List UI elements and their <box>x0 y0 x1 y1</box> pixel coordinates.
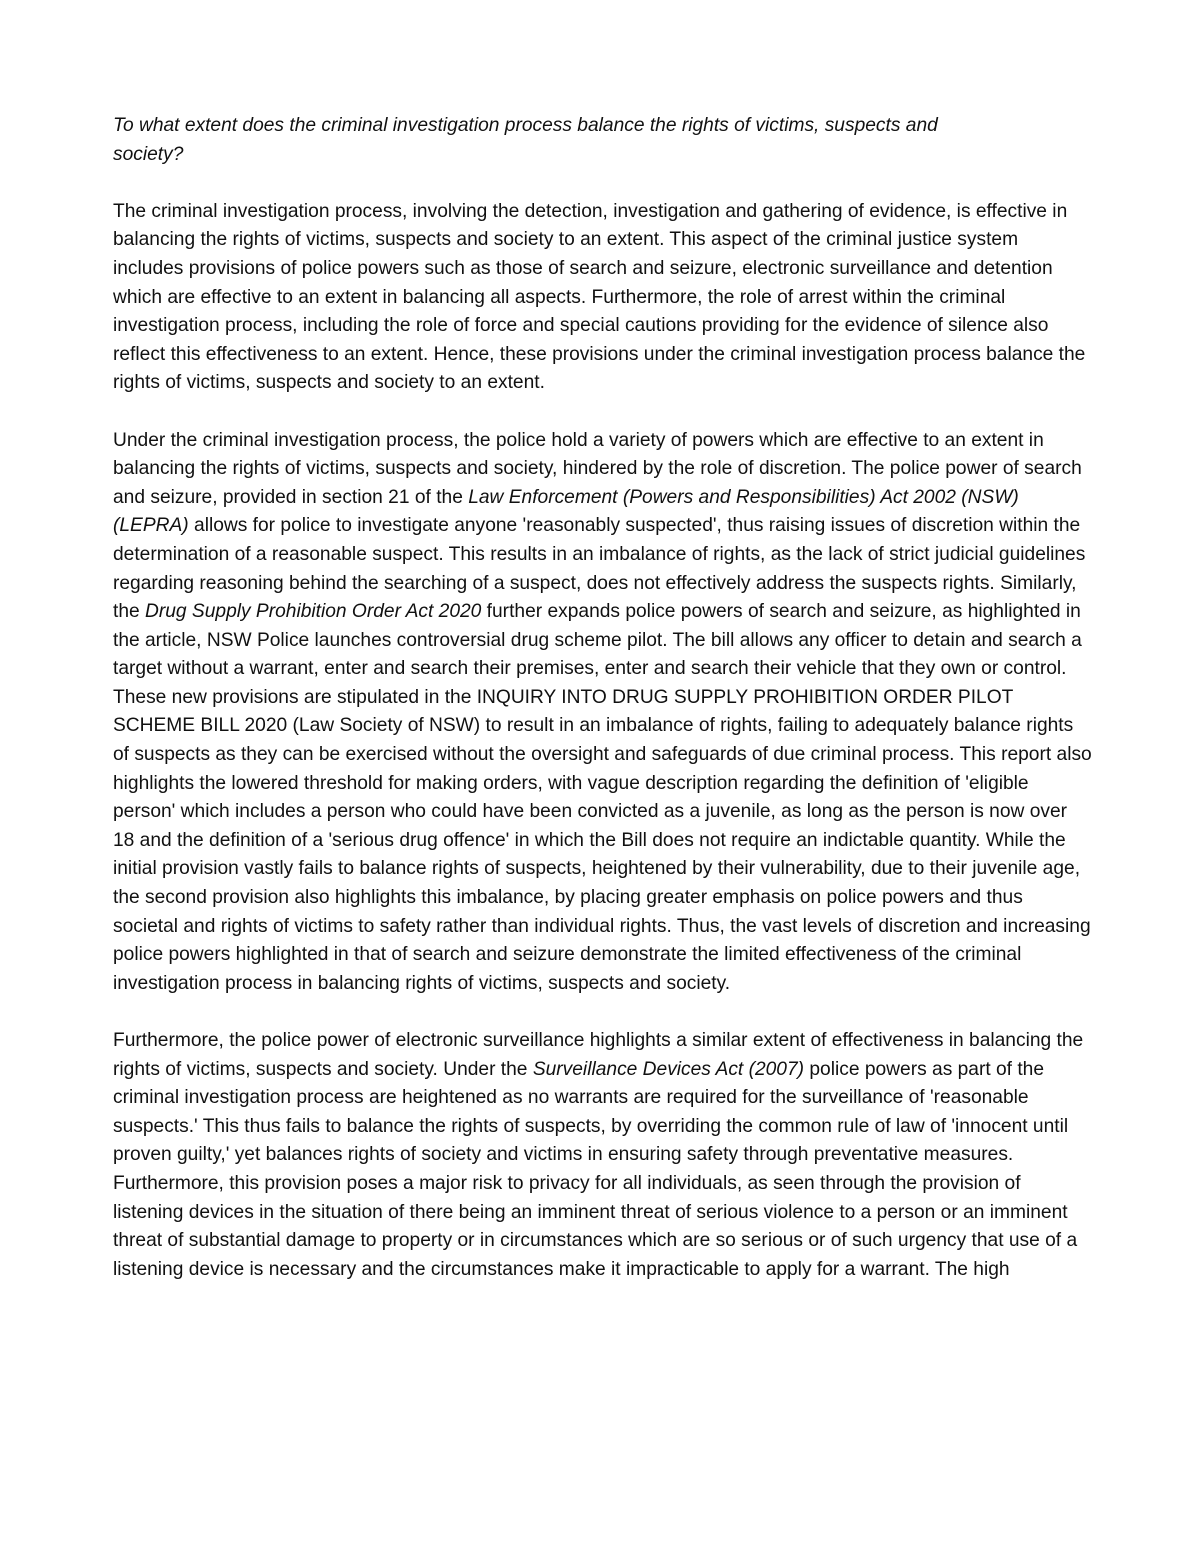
paragraph-electronic-surveillance <box>113 1027 1093 1284</box>
text-segment: allows for police to investigate anyone 'reasonably suspected', thus raising issues of discretion within the determination of a reasonable suspect. This results in an imbalance of rights, as the lack of strict judicial guidelines regarding reasoning behind the searching of a suspect, does not effectively address the suspects rights. Similarly, the <box>113 515 1086 623</box>
legislation-title: Drug Supply Prohibition Order Act 2020 <box>145 601 482 623</box>
text-segment: police powers as part of the criminal investigation process are heightened as no warrants are required for the surveillance of 'reasonable suspects.' This thus fails to balance the rights of suspects, by overriding the common rule of law of 'innocent until proven guilty,' yet balances rights of society and victims in ensuring safety through preventative measures. Furthermore, this provision poses a major risk to privacy for all individuals, as seen through the provision of listening devices in the situation of there being an imminent threat of serious violence to a person or an imminent threat of substantial damage to property or in circumstances which are so serious or of such urgency that use of a listening device is necessary and the circumstances make it impracticable to apply for a warrant. The high <box>113 1058 1078 1280</box>
text-segment: Under the criminal investigation process, the police hold a variety of powers which are effective to an extent in balancing the rights of victims, suspects and society, hindered by the role of discretion. The police power of search and seizure, provided in section 21 of the <box>113 429 1082 508</box>
essay-body <box>113 198 1093 1285</box>
text-segment: Furthermore, the police power of electronic surveillance highlights a similar extent of effectiveness in balancing the rights of victims, suspects and society. Under the <box>113 1030 1084 1080</box>
text-segment: The criminal investigation process, involving the detection, investigation and gathering of evidence, is effective in balancing the rights of victims, suspects and society to an extent. This aspect of the criminal justice system includes provisions of police powers such as those of search and seizure, electronic surveillance and detention which are effective to an extent in balancing all aspects. Furthermore, the role of arrest within the criminal investigation process, including the role of force and special cautions providing for the evidence of silence also reflect this effectiveness to an extent. Hence, these provisions under the criminal investigation process balance the rights of victims, suspects and society to an extent. <box>113 200 1086 394</box>
paragraph-introduction <box>113 198 1093 398</box>
document-page <box>113 112 1093 1284</box>
text-segment: further expands police powers of search and seizure, as highlighted in the article, NSW Police launches controversial drug scheme pilot. The bill allows any officer to detain and search a target without a warrant, enter and search their premises, enter and search their vehicle that they own or control. These new provisions are stipulated in the INQUIRY INTO DRUG SUPPLY PROHIBITION ORDER PILOT SCHEME BILL 2020 (Law Society of NSW) to result in an imbalance of rights, failing to adequately balance rights of suspects as they can be exercised without the oversight and safeguards of due criminal process. This report also highlights the lowered threshold for making orders, with vague description regarding the definition of 'eligible person' which includes a person who could have been convicted as a juvenile, as long as the person is now over 18 and the definition of a 'serious drug offence' in which the Bill does not require an indictable quantity. While the initial provision vastly fails to balance rights of suspects, heightened by their vulnerability, due to their juvenile age, the second provision also highlights this imbalance, by placing greater emphasis on police powers and thus societal and rights of victims to safety rather than individual rights. Thus, the vast levels of discretion and increasing police powers highlighted in that of search and seizure demonstrate the limited effectiveness of the criminal investigation process in balancing rights of victims, suspects and society. <box>113 601 1092 994</box>
legislation-title: Law Enforcement (Powers and Responsibilities) Act 2002 (NSW) (LEPRA) <box>113 486 1019 537</box>
essay-question: To what extent does the criminal investigation process balance the rights of victims, suspects and society? <box>113 115 938 165</box>
paragraph-search-and-seizure <box>113 427 1093 999</box>
legislation-title: Surveillance Devices Act (2007) <box>532 1058 805 1080</box>
